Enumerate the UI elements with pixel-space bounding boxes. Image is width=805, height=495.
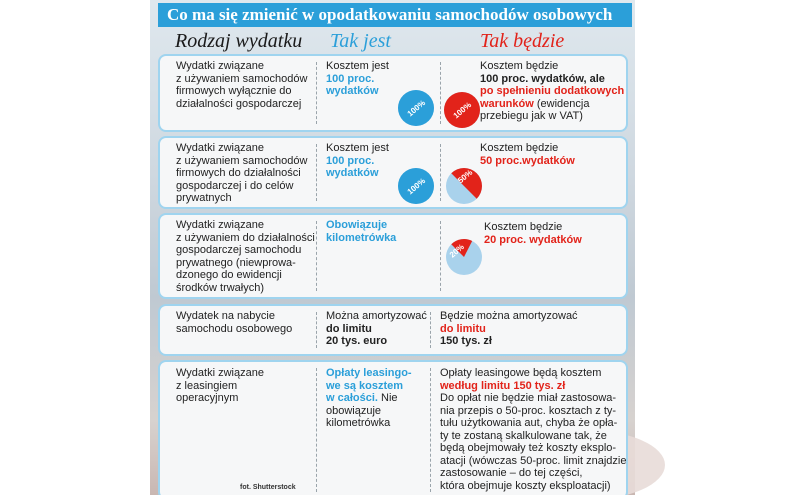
percentage-pie-graphic	[442, 90, 482, 130]
expense-description: Wydatki związane z używaniem samochodów firmowych wyłącznie do działalności gospodarczej	[176, 60, 308, 110]
row-company-business-only	[158, 54, 628, 132]
percentage-pie-graphic	[444, 237, 484, 277]
photo-credit: fot. Shutterstock	[240, 484, 296, 491]
percentage-pie-graphic	[444, 166, 484, 206]
row-car-purchase	[158, 304, 628, 356]
current-rule: Można amortyzować do limitu 20 tys. euro	[326, 310, 427, 347]
current-rule: Kosztem jest 100 proc. wydatków	[326, 142, 389, 179]
pie-current-100	[396, 88, 436, 133]
row-operating-lease	[158, 360, 628, 495]
column-separator	[316, 368, 317, 492]
pie-percent-label: 50%	[456, 167, 475, 186]
column-separator	[316, 221, 317, 291]
header-current: Tak jest	[330, 30, 391, 52]
future-rule: Będzie można amortyzować do limitu 150 tys. zł	[440, 310, 578, 347]
column-separator	[440, 144, 441, 201]
column-separator	[440, 62, 441, 124]
pie-percent-label: 20%	[447, 242, 466, 260]
column-separator	[316, 62, 317, 124]
pie-future-100	[442, 90, 482, 135]
column-separator	[316, 312, 317, 348]
pie-future-20	[444, 237, 484, 282]
pie-percent-label: 100%	[405, 98, 428, 119]
future-rule: Kosztem będzie 20 proc. wydatków	[484, 221, 582, 246]
pie-current-100	[396, 166, 436, 211]
future-rule: Opłaty leasingowe będą kosztem według limitu 150 tys. zł Do opłat nie będzie miał zastosowa- nia przepis o 50-proc. kosztach z ty- tułu użytkowania aut, chyba że opła- ty te zostaną skalkulowane tak, że będą obejmowały też koszty eksplo- atacji (wówczas 50-proc. limit znajdzie zastosowanie – do tej części, która obejmuje koszty eksploatacji)	[440, 367, 627, 492]
percentage-pie-graphic	[396, 166, 436, 206]
expense-description: Wydatek na nabycie samochodu osobowego	[176, 310, 293, 335]
percentage-pie-graphic	[396, 88, 436, 128]
header-expense-type: Rodzaj wydatku	[175, 30, 303, 52]
pie-percent-label: 100%	[405, 176, 428, 197]
expense-description: Wydatki związane z używaniem samochodów firmowych do działalności gospodarczej i do celów prywatnych	[176, 142, 308, 204]
header-future: Tak będzie	[480, 30, 565, 52]
title-banner: Co ma się zmienić w opodatkowaniu samochodów osobowych	[158, 3, 632, 27]
current-rule: Obowiązuje kilometrówka	[326, 219, 397, 244]
column-separator	[440, 221, 441, 291]
current-rule: Kosztem jest 100 proc. wydatków	[326, 60, 389, 97]
future-rule: Kosztem będzie 100 proc. wydatków, ale po spełnieniu dodatkowych warunków (ewidencja przebiegu jak w VAT)	[480, 60, 625, 122]
row-company-mixed-use	[158, 136, 628, 209]
pie-future-50	[444, 166, 484, 211]
future-rule: Kosztem będzie 50 proc.wydatków	[480, 142, 575, 167]
pie-percent-label: 100%	[451, 100, 474, 121]
row-private-car	[158, 213, 628, 299]
current-rule: Opłaty leasingo- we są kosztem w całości. Nie obowiązuje kilometrówka	[326, 367, 412, 429]
column-separator	[316, 144, 317, 201]
expense-description: Wydatki związane z używaniem do działalności gospodarczej samochodu prywatnego (niewprowa- dzonego do ewidencji środków trwałych)	[176, 219, 315, 294]
expense-description: Wydatki związane z leasingiem operacyjnym	[176, 367, 264, 404]
